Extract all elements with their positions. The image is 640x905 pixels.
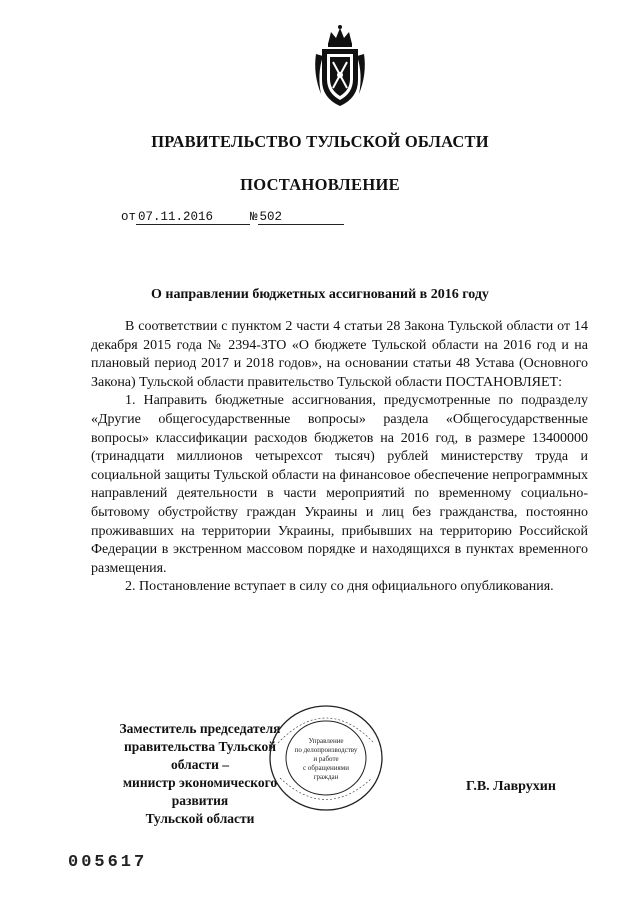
stamp-line: Управление [308,737,344,745]
stamp-line: и работе [313,755,339,763]
document-type-heading: ПОСТАНОВЛЕНИЕ [240,175,400,194]
stamp-line: по делопроизводству [294,746,358,754]
body-paragraph-item-1: 1. Направить бюджетные ассигнования, предусмотренные по подразделу «Другие общегосударственные вопросы» раздела «Общегосударственные вопросы» классификации расходов бюджетов на 2016 год, в размере 13400000 (тринадцати миллионов четырехсот тысяч) рублей министерству труда и социальной защиты Тульской области на финансовое обеспечение непрограммных направлений деятельности в части мероприятий по временному социально-бытовому обустройству граждан Украины и лиц без гражданства, постоянно проживавших на территории Украины, прибывших на территорию Российской Федерации в экстренном массовом порядке и находящихся в пунктах временного размещения. [91,393,588,576]
body-paragraph-preamble: В соответствии с пунктом 2 части 4 статьи 28 Закона Тульской области от 14 декабря 2015 года № 2394-ЗТО «О бюджете Тульской области на 2016 год и на плановый период 2017 и 2018 годов», на основании статьи 48 Устава (Основного Закона) Тульской области правительство Тульской области ПОСТАНОВЛЯЕТ: [91,319,588,390]
stamp-line: с обращениями [303,764,349,772]
number-prefix: № [250,210,258,224]
serial-number: 005617 [68,853,148,872]
coat-of-arms-emblem [311,24,369,110]
signature-line: Тульской области [145,811,255,826]
body-paragraph-item-2: 2. Постановление вступает в силу со дня официального опубликования. [125,579,554,595]
stamp-line: граждан [313,773,339,781]
document-date: 07.11.2016 [136,210,250,225]
document-number: 502 [258,210,344,225]
date-number-line [121,210,344,225]
signature-line: Заместитель председателя [119,721,281,736]
document-body [91,318,588,597]
organization-title: ПРАВИТЕЛЬСТВО ТУЛЬСКОЙ ОБЛАСТИ [151,132,489,151]
date-prefix: от [121,210,137,224]
signer-name: Г.В. Лаврухин [466,779,556,794]
document-subject: О направлении бюджетных ассигнований в 2016 году [151,287,489,302]
signature-line: министр экономического развития [122,775,278,808]
official-stamp [266,703,386,813]
signature-line: правительства Тульской области – [123,739,277,772]
